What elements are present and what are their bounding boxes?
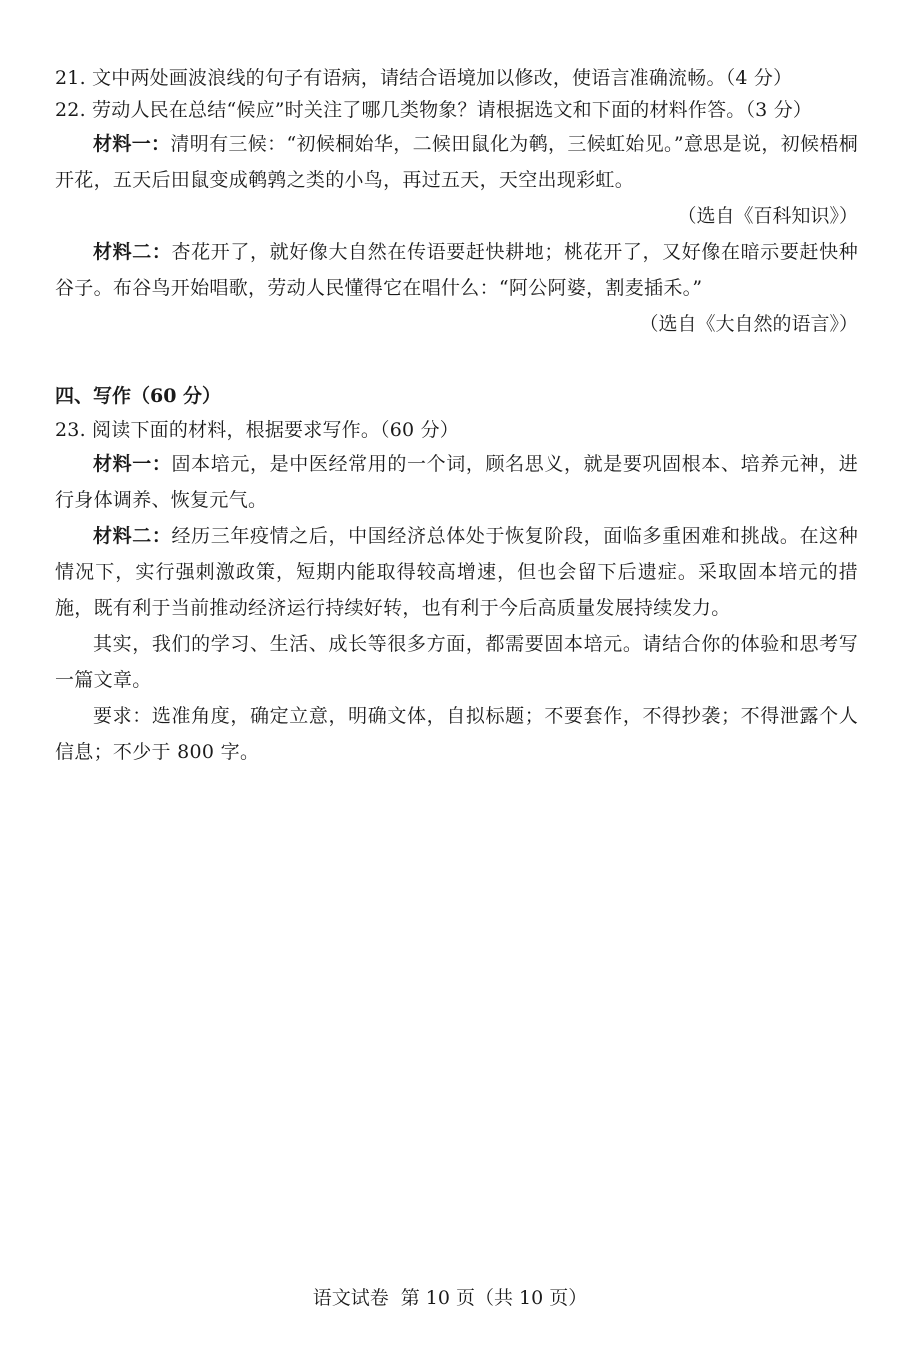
material-1-text: 清明有三候：“初候桐始华，二候田鼠化为鹌，三候虹始见。”意思是说，初候梧桐开花，五天后田鼠变成鹌鹑之类的小鸟，再过五天，天空出现彩虹。 — [55, 133, 859, 191]
footer-page-number: 第 10 页（共 10 页） — [400, 1287, 588, 1309]
writing-material-1-text: 固本培元，是中医经常用的一个词，顾名思义，就是要巩固根本、培养元神，进行身体调养、恢复元气。 — [55, 453, 858, 511]
question-22: 22. 劳动人民在总结“候应”时关注了哪几类物象？请根据选文和下面的材料作答。（3 分） — [55, 99, 813, 121]
exam-page-content — [55, 62, 858, 770]
writing-material-2-text: 经历三年疫情之后，中国经济总体处于恢复阶段，面临多重困难和挑战。在这种情况下，实行强刺激政策，短期内能取得较高增速，但也会留下后遗症。采取固本培元的措施，既有利于当前推动经济运行持续好转，也有利于今后高质量发展持续发力。 — [55, 525, 858, 619]
material-1-source: （选自《百科知识》） — [677, 205, 858, 227]
page-footer — [0, 1283, 900, 1313]
question-23: 23. 阅读下面的材料，根据要求写作。（60 分） — [55, 419, 459, 441]
material-2-source: （选自《大自然的语言》） — [639, 313, 858, 335]
material-1 — [55, 126, 858, 198]
question-21: 21. 文中两处画波浪线的句子有语病，请结合语境加以修改，使语言准确流畅。（4 分） — [55, 67, 793, 89]
material-1-label: 材料一： — [93, 133, 171, 155]
writing-prompt: 其实，我们的学习、生活、成长等很多方面，都需要固本培元。请结合你的体验和思考写一篇文章。 — [55, 633, 858, 691]
writing-material-1-label: 材料一： — [93, 453, 172, 475]
writing-material-2 — [55, 518, 858, 626]
footer-subject: 语文试卷 — [312, 1287, 389, 1309]
material-2 — [55, 234, 858, 306]
writing-requirements: 要求：选准角度，确定立意，明确文体，自拟标题；不要套作，不得抄袭；不得泄露个人信息；不少于 800 字。 — [55, 705, 858, 763]
writing-material-2-label: 材料二： — [93, 525, 172, 547]
writing-material-1 — [55, 446, 858, 518]
material-2-text: 杏花开了，就好像大自然在传语要赶快耕地；桃花开了，又好像在暗示要赶快种谷子。布谷鸟开始唱歌，劳动人民懂得它在唱什么：“阿公阿婆，割麦插禾。” — [55, 241, 858, 299]
material-2-label: 材料二： — [93, 241, 172, 263]
section-4-heading: 四、写作（60 分） — [55, 385, 222, 407]
